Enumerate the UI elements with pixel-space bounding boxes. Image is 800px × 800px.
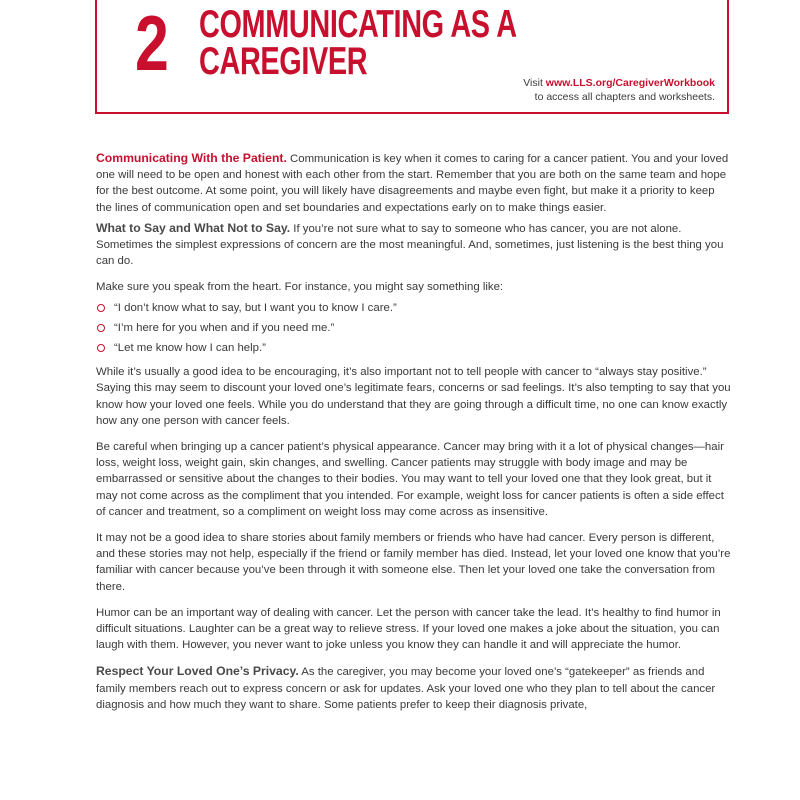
- paragraph-privacy: [96, 663, 732, 713]
- paragraph-speak-from-heart: Make sure you speak from the heart. For instance, you might say something like:: [96, 281, 504, 294]
- chapter-title: [199, 3, 517, 83]
- chapter-title-line-1: COMMUNICATING AS A: [199, 3, 517, 46]
- paragraph-communicating: [96, 150, 732, 216]
- paragraph-encouraging: While it’s usually a good idea to be encouraging, it’s also important not to tell people with cancer to “always stay positive.” Saying this may seem to discount your loved one’s legitimate fears, concerns or sad feelings. It’s also tempting to say that you know how your loved one feels. While you do understand that they are going through a difficult time, no one can know exactly how any one person with cancer feels.: [96, 366, 731, 427]
- paragraph-physical-appearance: Be careful when bringing up a cancer patient’s physical appearance. Cancer may bring with it a lot of physical changes—hair loss, weight loss, weight gain, skin changes, and swelling. Cancer patients may struggle with body image and may be embarrassed or sensitive about the changes to their bodies. You may want to tell your loved one that they look great, but it may not come across as the compliment that you intended. For example, weight loss for cancer patients is often a side effect of cancer and treatment, so a compliment on weight loss may come across as insensitive.: [96, 441, 724, 518]
- heading-what-to-say: What to Say and What Not to Say.: [96, 220, 291, 235]
- paragraph-sharing-stories: It may not be a good idea to share stories about family members or friends who have had cancer. Every person is different, and these stories may not help, especially if the friend or family member has died. Instead, let your loved one know that you’re familiar with cancer because you’ve been through it with someone else. Then let your loved one take the conversation from there.: [96, 532, 731, 593]
- chapter-header-box: [95, 0, 729, 114]
- paragraph-text: Communication is key when it comes to caring for a cancer patient. You and your loved one will need to be open and honest with each other from the start. Remember that you are both on the same team and hope for the best outcome. At some point, you will likely have disagreements and maybe even fight, but make it a priority to keep the lines of communication open and set boundaries and expectations early on to make things easier.: [96, 153, 729, 214]
- list-item: “I don’t know what to say, but I want you to know I care.”: [96, 300, 732, 316]
- list-item: “Let me know how I can help.”: [96, 340, 732, 356]
- heading-communicating-with-patient: Communicating With the Patient.: [96, 151, 287, 165]
- workbook-link[interactable]: www.LLS.org/CaregiverWorkbook: [545, 77, 715, 89]
- paragraph-text: If you’re not sure what to say to someone who has cancer, you are not alone. Sometimes the simplest expressions of concern are the most meaningful. And, sometimes, just listening is the best thing you can do.: [96, 222, 724, 268]
- body-content: [96, 150, 732, 723]
- paragraph-text: As the caregiver, you may become your loved one’s “gatekeeper” as friends and family members reach out to express concern or ask for updates. Ask your loved one who they plan to tell about the cancer diagnosis and how much they want to share. Some patients prefer to keep their diagnosis private,: [96, 666, 716, 711]
- examples-list: [96, 300, 732, 357]
- heading-respect-privacy: Respect Your Loved One’s Privacy.: [96, 664, 299, 679]
- visit-prefix: Visit: [523, 77, 546, 89]
- list-item: “I’m here for you when and if you need me.”: [96, 320, 732, 336]
- circle-bullet-icon: [97, 324, 105, 332]
- paragraph-humor: Humor can be an important way of dealing with cancer. Let the person with cancer take the lead. It’s healthy to find humor in difficult situations. Laughter can be a great way to relieve stress. If your loved one makes a joke about the situation, you can laugh with them. However, you never want to joke unless you know they can handle it and will appreciate the humor.: [96, 606, 721, 652]
- visit-suffix: to access all chapters and worksheets.: [534, 91, 715, 103]
- chapter-title-line-2: CAREGIVER: [199, 40, 368, 83]
- visit-note: [523, 76, 715, 104]
- paragraph-what-to-say: [96, 220, 732, 270]
- circle-bullet-icon: [97, 344, 105, 352]
- chapter-number: 2: [135, 0, 168, 87]
- circle-bullet-icon: [97, 304, 105, 312]
